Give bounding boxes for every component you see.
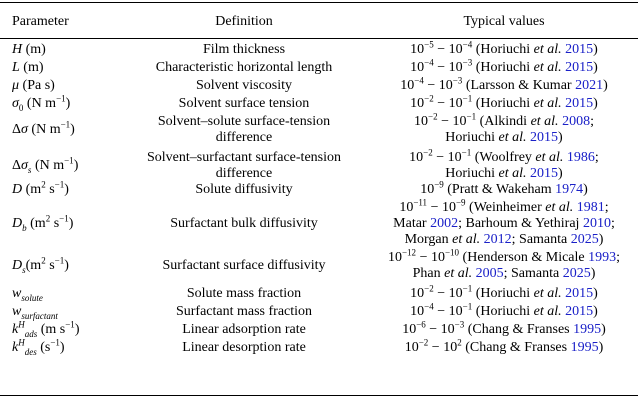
parameter-symbol: $D_b$ ($m^2$ $s^{-1}$) <box>12 213 74 233</box>
definition-line: Film thickness <box>202 42 286 57</box>
parameter-symbol: D ($m^2$ $s^{-1}$) <box>12 179 69 197</box>
typical-values-cell <box>370 93 638 112</box>
definition-line: Linear desorption rate <box>182 340 306 355</box>
typical-values-line: $10^{-2} - 10^{-1}$ (Woolfrey et al. 1986; <box>409 147 599 165</box>
table-top-rule <box>0 2 638 3</box>
definition-line: difference <box>215 166 273 181</box>
parameter-symbol: μ (Pa s) <box>12 78 55 93</box>
typical-values-cell <box>370 197 638 248</box>
typical-values-cell <box>370 247 638 282</box>
parameter-cell <box>12 304 58 320</box>
definition-cell <box>122 340 366 356</box>
typical-values-cell <box>370 283 638 302</box>
definition-cell <box>122 150 366 182</box>
typical-values-line: $10^{-5} - 10^{-4}$ (Horiuchi et al. 2015) <box>410 39 598 57</box>
definition-line: Surfactant mass fraction <box>175 304 313 319</box>
typical-values-line: $10^{-9}$ (Pratt & Wakeham 1974) <box>420 179 588 197</box>
typical-values-cell <box>370 179 638 198</box>
parameter-cell <box>12 255 69 275</box>
typical-values-cell <box>370 39 638 58</box>
table-bottom-rule <box>0 395 638 396</box>
parameter-cell <box>12 179 69 198</box>
definition-line: Solute diffusivity <box>195 182 293 197</box>
definition-line: Solute mass fraction <box>186 286 302 301</box>
parameter-symbol: L (m) <box>12 60 44 75</box>
parameter-cell <box>12 286 43 302</box>
parameter-symbol: Δσ (N $m^{-1}$) <box>12 119 75 137</box>
parameter-cell <box>12 93 71 113</box>
parameter-cell <box>12 42 46 58</box>
typical-values-line: Horiuchi et al. 2015) <box>445 166 563 181</box>
definition-line: Surfactant surface diffusivity <box>162 258 326 273</box>
parameter-cell <box>12 337 65 357</box>
typical-values-cell <box>370 75 638 94</box>
header-typical-values: Typical values <box>463 14 545 29</box>
typical-values-cell <box>370 337 638 356</box>
typical-values-line: $10^{-2} - 10^{-1}$ (Alkindi et al. 2008; <box>414 111 594 129</box>
header-parameter: Parameter <box>12 14 69 29</box>
definition-cell <box>122 96 366 112</box>
definition-line: difference <box>215 130 273 145</box>
typical-values-line: $10^{-2} - 10^{-1}$ (Horiuchi et al. 2015) <box>410 93 598 111</box>
definition-cell <box>122 60 366 76</box>
parameter-cell <box>12 155 79 175</box>
parameter-symbol: $\Delta\sigma_s$ (N $m^{-1}$) <box>12 155 79 175</box>
definition-line: Linear adsorption rate <box>182 322 306 337</box>
parameter-cell <box>12 119 75 138</box>
table-header-rule <box>0 38 638 39</box>
typical-values-line: Horiuchi et al. 2015) <box>445 130 563 145</box>
definition-line: Characteristic horizontal length <box>155 60 333 75</box>
typical-values-line: $10^{-4} - 10^{-3}$ (Larsson & Kumar 2021) <box>400 75 608 93</box>
parameter-symbol: $w_{solute}$ <box>12 286 43 303</box>
typical-values-cell <box>370 111 638 146</box>
typical-values-line: $10^{-12} - 10^{-10}$ (Henderson & Micale 1993; <box>387 247 621 265</box>
typical-values-line: Morgan et al. 2012; Samanta 2025) <box>404 232 604 247</box>
definition-line: Solvent–surfactant surface-tension <box>147 150 341 165</box>
parameter-symbol: $k^H_{des}$ $(s^{-1})$ <box>12 337 65 357</box>
typical-values-line: $10^{-2} - 10^{-1}$ (Horiuchi et al. 2015) <box>410 283 598 301</box>
definition-line: Solvent–solute surface-tension <box>157 114 331 129</box>
definition-cell <box>122 304 366 320</box>
typical-values-line: $10^{-6} - 10^{-3}$ (Chang & Franses 1995) <box>402 319 606 337</box>
definition-cell <box>122 42 366 58</box>
typical-values-line: Phan et al. 2005; Samanta 2025) <box>412 266 596 281</box>
definition-cell <box>122 286 366 302</box>
definition-line: Solvent viscosity <box>195 78 293 93</box>
parameter-cell <box>12 213 74 233</box>
parameter-cell <box>12 319 80 339</box>
parameter-symbol: $D_s(m^2$ $s^{-1}$) <box>12 255 69 275</box>
definition-cell <box>122 114 366 146</box>
definition-cell <box>122 322 366 338</box>
definition-cell <box>122 78 366 94</box>
typical-values-line: $10^{-2} - 10^2$ (Chang & Franses 1995) <box>404 337 604 355</box>
parameter-symbol: $w_{surfactant}$ <box>12 304 58 321</box>
parameter-symbol: H (m) <box>12 42 46 57</box>
definition-line: Surfactant bulk diffusivity <box>170 216 318 231</box>
typical-values-line: $10^{-4} - 10^{-3}$ (Horiuchi et al. 2015) <box>410 57 598 75</box>
header-definition: Definition <box>215 14 273 29</box>
typical-values-cell <box>370 319 638 338</box>
parameter-symbol: $\sigma_0$ (N $m^{-1}$) <box>12 93 71 113</box>
typical-values-cell <box>370 57 638 76</box>
definition-cell <box>122 182 366 198</box>
definition-line: Solvent surface tension <box>178 96 310 111</box>
definition-cell <box>122 216 366 232</box>
parameter-symbol: $k^H_{ads}$ (m $s^{-1}$) <box>12 319 80 339</box>
definition-cell <box>122 258 366 274</box>
typical-values-line: Matar 2002; Barhoum & Yethiraj 2010; <box>393 216 615 231</box>
typical-values-line: $10^{-11} - 10^{-9}$ (Weinheimer et al. 1981; <box>399 197 609 215</box>
typical-values-cell <box>370 301 638 320</box>
typical-values-line: $10^{-4} - 10^{-1}$ (Horiuchi et al. 2015) <box>410 301 598 319</box>
parameter-cell <box>12 78 55 94</box>
typical-values-cell <box>370 147 638 182</box>
parameter-cell <box>12 60 44 76</box>
